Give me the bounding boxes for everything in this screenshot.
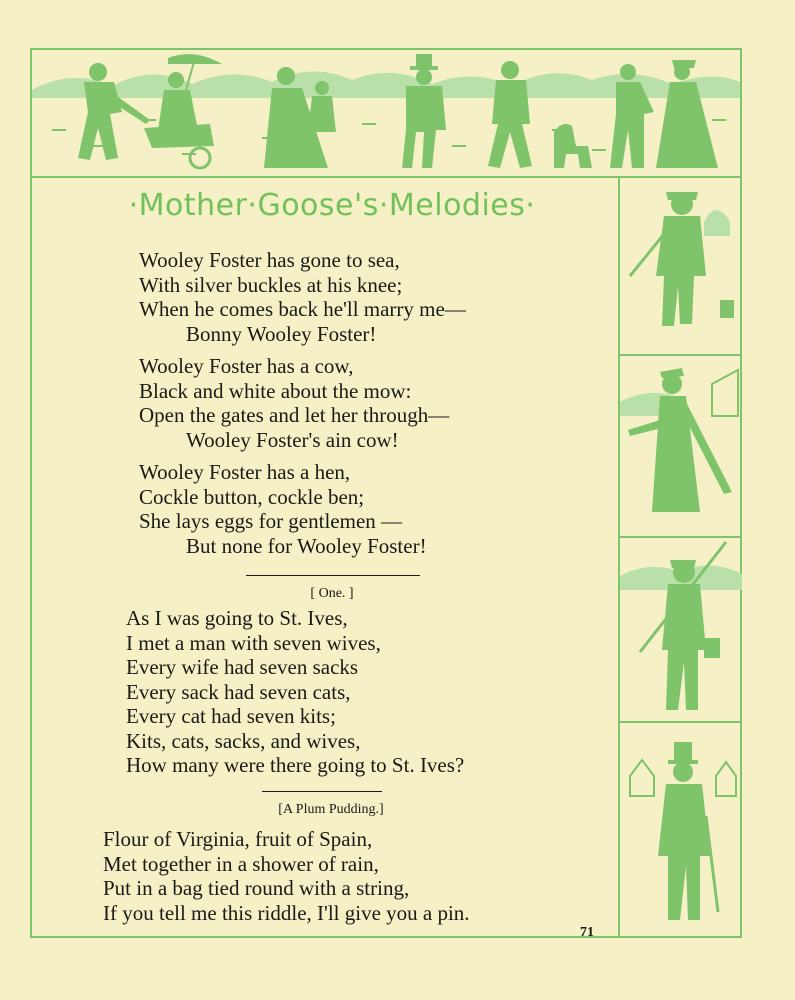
stanza-2 [139, 354, 449, 452]
man-in-top-hat-silhouette [402, 54, 446, 168]
verse-line: I met a man with seven wives, [126, 630, 381, 655]
boy-with-pitchfork-silhouette [620, 542, 742, 710]
verse-line: With silver buckles at his knee; [139, 272, 403, 297]
verse-line: Cockle button, cockle ben; [139, 484, 365, 509]
woman-with-bundle-silhouette [620, 368, 738, 512]
section-divider [262, 791, 382, 792]
verse-line: Wooley Foster has a hen, [139, 460, 351, 484]
section-divider [246, 575, 420, 576]
verse-line: Every cat had seven kits; [126, 704, 336, 728]
riddle-two-heading: [A Plum Pudding.] [278, 802, 384, 817]
verse-line: Wooley Foster has gone to sea, [139, 248, 400, 272]
side-illustration-band [618, 176, 742, 936]
verse-line: Wooley Foster has a cow, [139, 354, 354, 378]
stanza-1 [139, 248, 466, 346]
verse-line: How many were there going to St. Ives? [126, 753, 465, 777]
verse-line: Put in a bag tied round with a string, [103, 876, 410, 900]
verse-line: When he comes back he'll marry me— [139, 297, 466, 321]
stanza-3 [139, 460, 427, 558]
top-illustration-band [32, 50, 740, 178]
verse-line: As I was going to St. Ives, [126, 606, 348, 630]
verse-line: If you tell me this riddle, I'll give you a pin. [103, 900, 470, 925]
boy-with-stick-silhouette [630, 192, 734, 326]
page-title: ·Mother·Goose's·Melodies· [128, 188, 536, 223]
verse-line: Every sack had seven cats, [126, 679, 351, 704]
verse-line: But none for Wooley Foster! [186, 533, 427, 558]
page-number: 71 [580, 925, 594, 940]
verse-line: Met together in a shower of rain, [103, 851, 379, 876]
walking-man-silhouette [488, 61, 532, 168]
verse-line: Bonny Wooley Foster! [186, 321, 377, 346]
verse-line: Black and white about the mow: [139, 378, 412, 403]
verse-line: Open the gates and let her through— [139, 403, 450, 427]
verse-line: Every wife had seven sacks [126, 655, 359, 679]
man-in-top-hat-silhouette [630, 742, 736, 920]
couple-shaking-hands-silhouette [610, 60, 718, 168]
riddle-one-heading: [ One. ] [310, 586, 354, 601]
verse-line: Kits, cats, sacks, and wives, [126, 728, 361, 753]
lady-in-wheelbarrow-silhouette [144, 54, 222, 168]
verse-line: She lays eggs for gentlemen — [139, 509, 403, 533]
riddle-one-verse [126, 606, 464, 778]
dog-silhouette [554, 124, 592, 168]
riddle-two-verse [103, 827, 470, 925]
verse-line: Flour of Virginia, fruit of Spain, [103, 827, 373, 851]
verse-line: Wooley Foster's ain cow! [186, 427, 399, 452]
